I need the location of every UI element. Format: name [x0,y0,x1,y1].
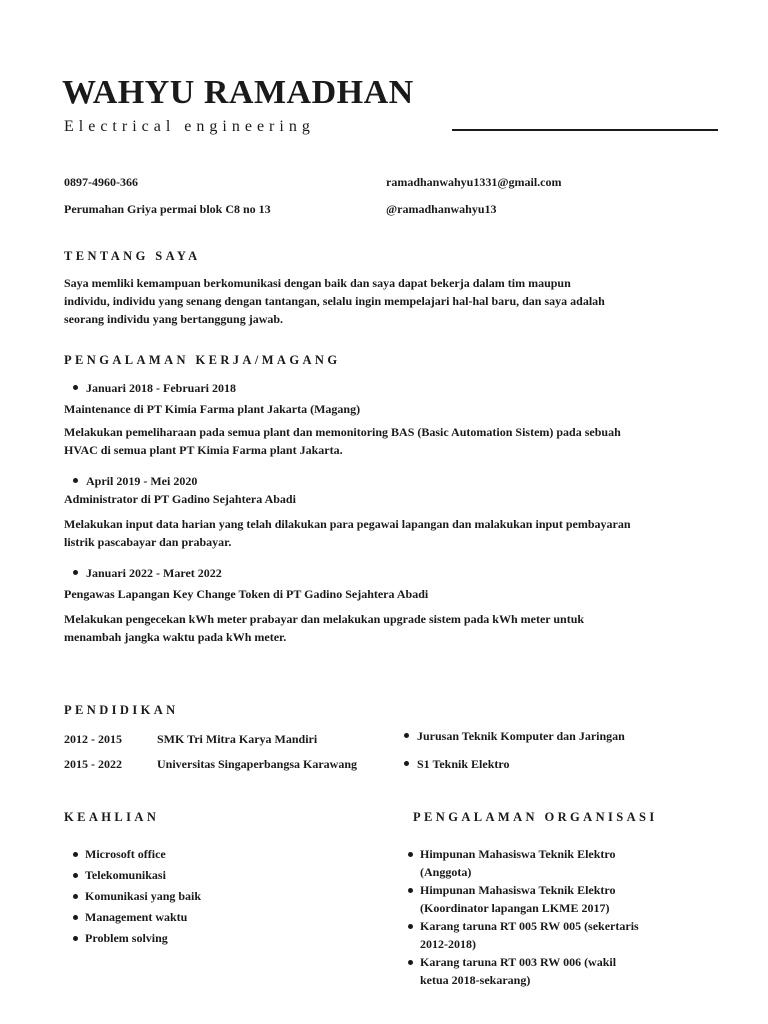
job-description [64,515,694,551]
list-item: Microsoft office [73,845,363,863]
list-item [408,845,708,881]
resume-name: WAHYU RAMADHAN [62,74,414,111]
list-item-line: Karang taruna RT 005 RW 005 (sekertaris [420,919,639,933]
skills-heading: KEAHLIAN [64,810,160,824]
job-description-line: Melakukan pengecekan kWh meter prabayar dan melakukan upgrade sistem pada kWh meter untuk [64,612,585,626]
list-item: Problem solving [73,929,363,947]
about-paragraph [64,274,694,328]
job-description-line: HVAC di semua plant PT Kimia Farma plant Jakarta. [64,443,343,457]
education-years: 2012 - 2015 [64,732,122,746]
skills-list [73,845,363,947]
education-years: 2015 - 2022 [64,757,122,771]
list-item [408,917,708,953]
about-heading: TENTANG SAYA [64,249,201,263]
job-date: Januari 2022 - Maret 2022 [73,566,222,581]
list-item: Telekomunikasi [73,866,363,884]
about-line: Saya memliki kemampuan berkomunikasi dengan baik dan saya dapat bekerja dalam tim maupun [64,276,571,290]
education-school: SMK Tri Mitra Karya Mandiri [157,732,318,746]
list-item-line: (Anggota) [420,865,472,879]
list-item-line: 2012-2018) [420,937,476,951]
list-item-line: ketua 2018-sekarang) [420,973,531,987]
about-line: individu, individu yang senang dengan tantangan, selalu ingin mempelajari hal-hal baru, dan saya adalah [64,294,605,308]
organizations-heading: PENGALAMAN ORGANISASI [413,810,658,824]
job-date: Januari 2018 - Februari 2018 [73,381,236,396]
job-title: Maintenance di PT Kimia Farma plant Jakarta (Magang) [64,402,361,416]
contact-phone: 0897-4960-366 [64,175,138,189]
education-major: S1 Teknik Elektro [404,757,509,772]
organizations-list [408,845,708,989]
job-title: Pengawas Lapangan Key Change Token di PT Gadino Sejahtera Abadi [64,587,429,601]
list-item [408,881,708,917]
list-item-line: Karang taruna RT 003 RW 006 (wakil [420,955,617,969]
experience-heading: PENGALAMAN KERJA/MAGANG [64,353,341,367]
job-description-line: Melakukan input data harian yang telah dilakukan para pegawai lapangan dan malakukan input pembayaran [64,517,631,531]
education-heading: PENDIDIKAN [64,703,179,717]
job-description-line: menambah jangka waktu pada kWh meter. [64,630,287,644]
job-description [64,423,694,459]
job-description-line: listrik pascabayar dan prabayar. [64,535,232,549]
list-item-line: Himpunan Mahasiswa Teknik Elektro [420,883,616,897]
contact-email: ramadhanwahyu1331@gmail.com [386,175,562,189]
contact-address: Perumahan Griya permai blok C8 no 13 [64,202,271,216]
about-line: seorang individu yang bertanggung jawab. [64,312,284,326]
list-item: Management waktu [73,908,363,926]
header-divider [452,129,718,131]
job-description-line: Melakukan pemeliharaan pada semua plant dan memonitoring BAS (Basic Automation Sistem) pada sebuah [64,425,621,439]
education-school: Universitas Singaperbangsa Karawang [157,757,358,771]
resume-job-title: Electrical engineering [64,118,315,135]
education-major: Jurusan Teknik Komputer dan Jaringan [404,729,625,744]
job-description [64,610,694,646]
job-date: April 2019 - Mei 2020 [73,474,197,489]
list-item: Komunikasi yang baik [73,887,363,905]
job-title: Administrator di PT Gadino Sejahtera Abadi [64,492,296,506]
list-item-line: (Koordinator lapangan LKME 2017) [420,901,610,915]
contact-social: @ramadhanwahyu13 [386,202,497,216]
list-item-line: Himpunan Mahasiswa Teknik Elektro [420,847,616,861]
list-item [408,953,708,989]
